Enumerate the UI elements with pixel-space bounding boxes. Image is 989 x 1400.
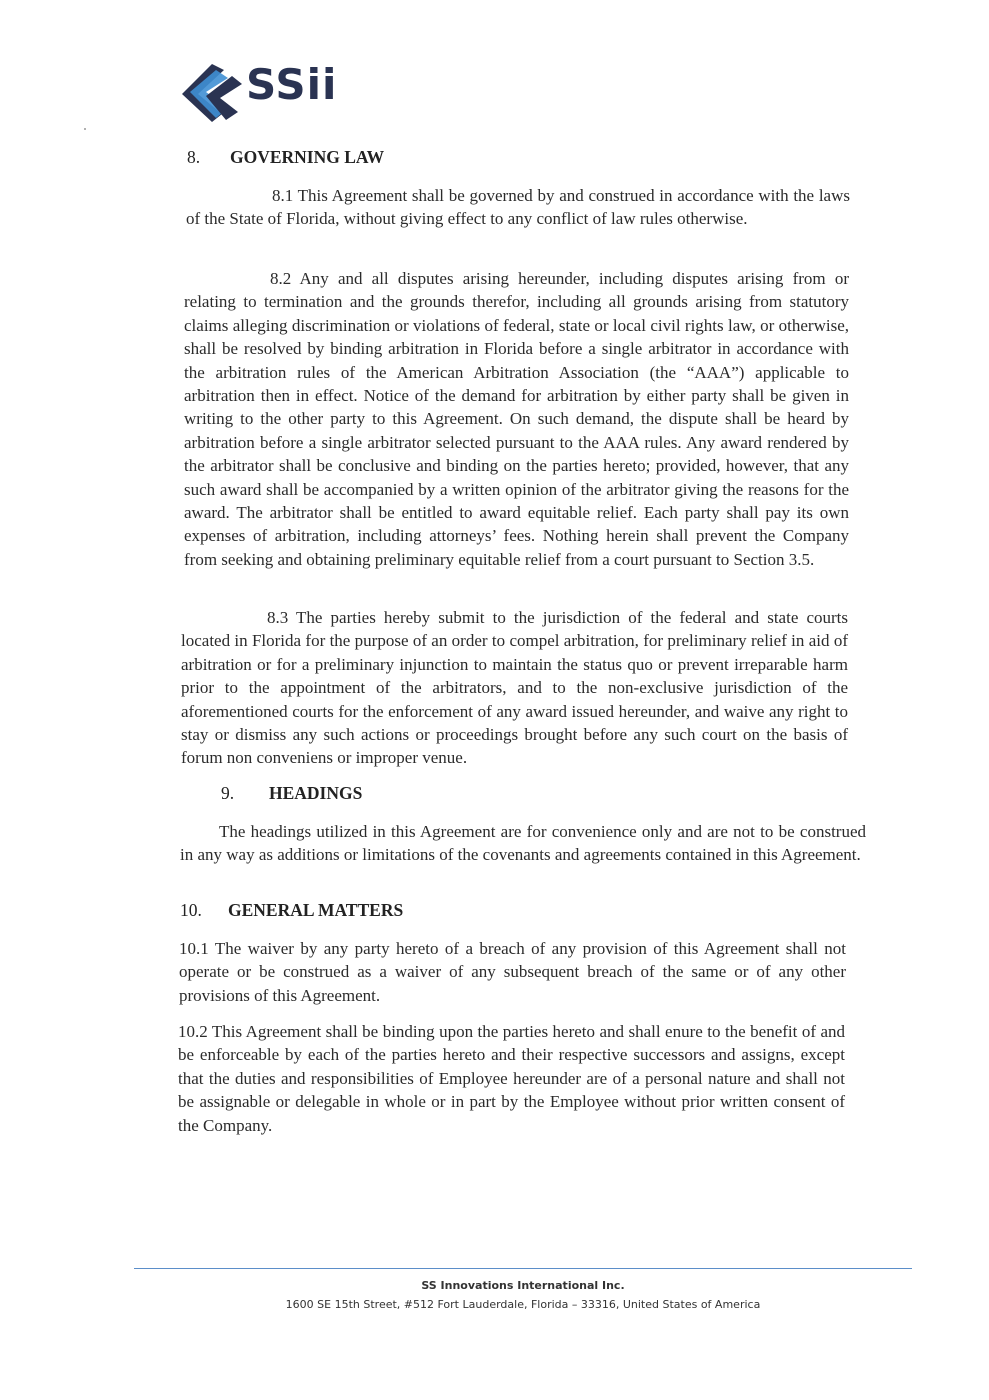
paragraph-8-1: 8.1 This Agreement shall be governed by and construed in accordance with the laws of the State of Florida, without giving effect to any conflict of law rules otherwise.: [186, 186, 850, 229]
footer-company-name: SS Innovations International Inc.: [421, 1279, 625, 1292]
section-8-title: GOVERNING LAW: [230, 147, 385, 167]
footer-address: 1600 SE 15th Street, #512 Fort Lauderdale, Florida – 33316, United States of America: [285, 1298, 761, 1311]
paragraph-8-2: 8.2 Any and all disputes arising hereunder, including disputes arising from or relating to termination and the grounds therefor, including all grounds arising from statutory claims alleging discrimination or violations of federal, state or local civil rights law, or otherwise, shall be resolved by binding arbitration in Florida before a single arbitrator in accordance with the arbitration rules of the American Arbitration Association (the “AAA”) applicable to arbitration then in effect. Notice of the demand for arbitration by either party shall be given in writing to the other party to this Agreement. On such demand, the dispute shall be heard by arbitration before a single arbitrator selected pursuant to the AAA rules. Any award rendered by the arbitrator shall be conclusive and binding on the parties hereto; provided, however, that any such award shall be accompanied by a written opinion of the arbitrator giving the reasons for the award. The arbitrator shall be entitled to award equitable relief. Each party shall pay its own expenses of arbitration, including attorneys’ fees. Nothing herein shall prevent the Company from seeking and obtaining preliminary equitable relief from a court pursuant to Section 3.5.: [184, 269, 849, 569]
section-9-number: 9.: [221, 783, 235, 803]
paragraph-10-1: 10.1 The waiver by any party hereto of a breach of any provision of this Agreement shall not operate or be construed as a waiver of any subsequent breach of the same or of any other provisions of this Agreement.: [179, 939, 846, 1005]
scan-speck: [84, 128, 86, 130]
section-10-heading: [180, 900, 403, 921]
paragraph-9: The headings utilized in this Agreement are for convenience only and are not to be construed in any way as additions or limitations of the covenants and agreements contained in this Agreement.: [180, 822, 866, 865]
paragraph-8-3: 8.3 The parties hereby submit to the jurisdiction of the federal and state courts located in Florida for the purpose of an order to compel arbitration, for preliminary relief in aid of arbitration or for a preliminary injunction to maintain the status quo or prevent irreparable harm prior to the appointment of the arbitrators, and to the non-exclusive jurisdiction of the aforementioned courts for the enforcement of any award issued hereunder, and waive any right to stay or dismiss any such actions or proceedings brought before any such court on the basis of forum non conveniens or improper venue.: [181, 608, 848, 768]
section-10-title: GENERAL MATTERS: [228, 900, 404, 920]
footer-divider: [134, 1268, 912, 1269]
logo-text: SSii: [246, 60, 338, 109]
section-9-title: HEADINGS: [269, 783, 363, 803]
section-10-number: 10.: [180, 900, 202, 920]
paragraph-10-2: 10.2 This Agreement shall be binding upon the parties hereto and shall enure to the benefit of and be enforceable by each of the parties hereto and their respective successors and assigns, except that the duties and responsibilities of Employee hereunder are of a personal nature and shall not be assignable or delegable in whole or in part by the Employee without prior written consent of the Company.: [178, 1022, 845, 1135]
section-8-number: 8.: [187, 147, 201, 167]
section-9-heading: [221, 783, 362, 804]
section-8-heading: [187, 147, 384, 168]
